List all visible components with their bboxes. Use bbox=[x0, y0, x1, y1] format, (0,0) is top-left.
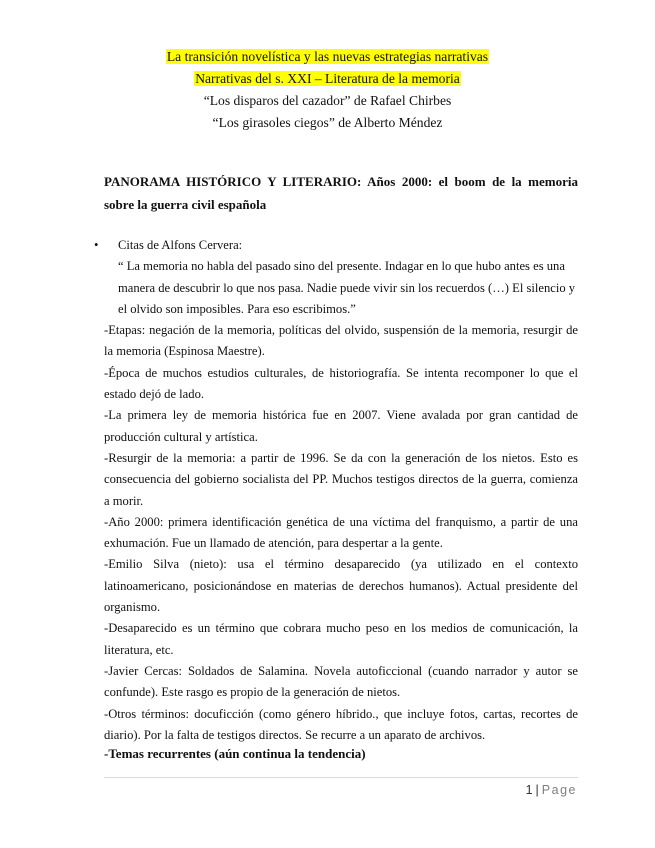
footer-separator: | bbox=[535, 783, 539, 797]
page-label: Page bbox=[541, 783, 577, 797]
title-line-4: “Los girasoles ciegos” de Alberto Méndez bbox=[212, 115, 443, 130]
page-number: 1 bbox=[525, 783, 533, 797]
title-block bbox=[0, 46, 655, 134]
section-heading: PANORAMA HISTÓRICO Y LITERARIO: Años 2000: el boom de la memoria sobre la guerra civil española bbox=[104, 174, 578, 212]
paragraph-epoca: -Época de muchos estudios culturales, de historiografía. Se intenta recomponer lo que el estado dejó de lado. bbox=[104, 365, 578, 402]
title-line-3: “Los disparos del cazador” de Rafael Chirbes bbox=[203, 93, 452, 108]
subheading-temas: -Temas recurrentes (aún continua la tendencia) bbox=[104, 746, 366, 761]
paragraph-ley-memoria: -La primera ley de memoria histórica fue en 2007. Viene avalada por gran cantidad de producción cultural y artística. bbox=[104, 408, 578, 444]
paragraph-resurgir: -Resurgir de la memoria: a partir de 1996. Se da con la generación de los nietos. Esto es consecuencia del gobierno socialista del PP. Muchos testigos directos de la guerra, comienza a morir. bbox=[104, 450, 578, 508]
bullet-label: Citas de Alfons Cervera: bbox=[118, 238, 243, 252]
bullet-dot-icon: • bbox=[94, 238, 99, 252]
title-line-1 bbox=[0, 46, 655, 68]
paragraph-ano-2000: -Año 2000: primera identificación genética de una víctima del franquismo, a partir de una exhumación. Fue un llamado de atención, para despertar a la gente. bbox=[104, 514, 578, 551]
paragraph-otros-terminos: -Otros términos: docuficción (como género híbrido., que incluye fotos, cartas, recortes de diario). Por la falta de testigos directos. Se recurre a un aparato de archivos. bbox=[104, 706, 578, 742]
document-body bbox=[94, 235, 578, 746]
title-line-2 bbox=[0, 68, 655, 90]
quote-text: “ La memoria no habla del pasado sino del presente. Indagar en lo que hubo antes es una manera de descubrir lo que nos pasa. Nadie puede vivir sin los recuerdos (…) El silencio y el olvido son imposibles. Para eso escribimos.” bbox=[118, 259, 576, 316]
footer-divider bbox=[104, 777, 578, 778]
paragraph-emilio-silva: -Emilio Silva (nieto): usa el término desaparecido (ya utilizado en el contexto latinoamericano, posicionándose en materias de derechos humanos). Actual presidente del organismo. bbox=[104, 557, 578, 615]
paragraph-desaparecido: -Desaparecido es un término que cobrara mucho peso en los medios de comunicación, la literatura, etc. bbox=[104, 621, 578, 657]
bullet-item bbox=[94, 235, 578, 256]
highlighted-title-2: Narrativas del s. XXI – Literatura de la memoria bbox=[195, 71, 460, 86]
paragraph-etapas: -Etapas: negación de la memoria, políticas del olvido, suspensión de la memoria, resurgir de la memoria (Espinosa Maestre). bbox=[104, 323, 578, 359]
page-footer bbox=[526, 783, 577, 797]
highlighted-title-1: La transición novelística y las nuevas estrategias narrativas bbox=[166, 49, 489, 64]
paragraph-javier-cercas: -Javier Cercas: Soldados de Salamina. Novela autoficcional (cuando narrador y autor se confunde). Este rasgo es propio de la generación de nietos. bbox=[104, 663, 578, 700]
